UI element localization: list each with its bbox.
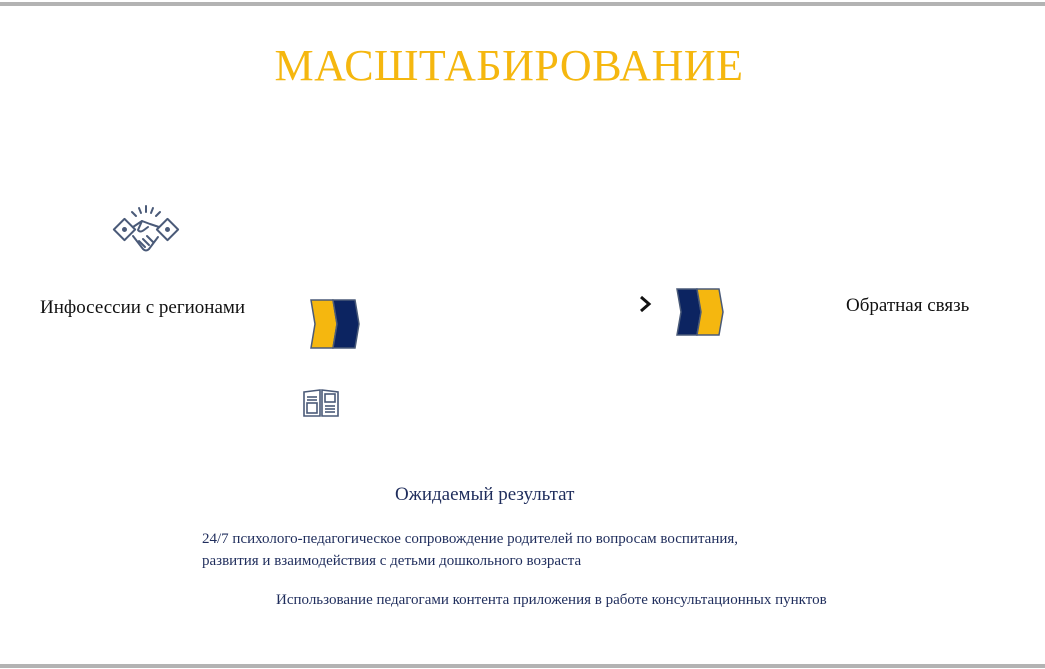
expected-result-heading: Ожидаемый результат bbox=[395, 484, 575, 505]
bottom-divider bbox=[0, 664, 1045, 668]
infosessions-label: Инфосессии с регионами bbox=[40, 297, 246, 318]
result-item: Использование педагогами контента приложения в работе консультационных пунктов bbox=[276, 592, 827, 608]
chevron-right-icon bbox=[636, 294, 654, 314]
result-item: 24/7 психолого-педагогическое сопровождение родителей по вопросам воспитания, развития и взаимодействия с детьми дошкольного возраста bbox=[202, 531, 739, 569]
slide-title: МАСШТАБИРОВАНИЕ bbox=[274, 41, 744, 90]
top-divider bbox=[0, 2, 1045, 6]
handshake-icon bbox=[112, 203, 180, 261]
feedback-label: Обратная связь bbox=[846, 295, 970, 316]
booklet-icon bbox=[302, 388, 340, 418]
chevron-pair-icon bbox=[675, 287, 725, 337]
chevron-pair-icon bbox=[309, 298, 361, 350]
